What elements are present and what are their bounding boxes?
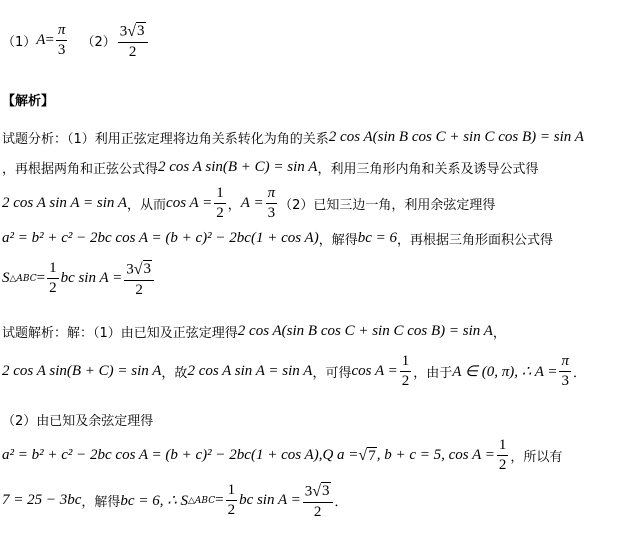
solution-line-4: a² = b² + c² − 2bc cos A = (b + c)² − 2bc(1 + cos A),Q a = √ 7 , b + c = 5, cos A = $\frac{1}{2}$ ，所以有 xyxy=(2,437,563,473)
answer-line: （1） A = $\frac{\pi}{3}$ （2） 3 √ 3 2 xyxy=(2,22,150,60)
analysis-heading: 【解析】 xyxy=(2,94,55,109)
analysis-line-1: 试题分析：（1）利用正弦定理将边角关系转化为角的关系 2 cos A(sin B cos C + sin C cos B) = sin A xyxy=(2,129,584,147)
solution-part2-heading: （2）由已知及余弦定理得 xyxy=(2,414,154,429)
part1-label: （1） xyxy=(2,35,37,51)
answer-fraction-pi-3: $\frac{\pi}{3}$ xyxy=(57,22,66,59)
analysis-line-4: a² = b² + c² − 2bc cos A = (b + c)² − 2bc(1 + cos A) ，解得 bc = 6 ，再根据三角形面积公式得 xyxy=(2,230,554,248)
solution-line-1: 试题解析：解：（1）由已知及正弦定理得 2 cos A(sin B cos C + sin C cos B) = sin A ， xyxy=(2,323,506,341)
fraction-one-half: $\frac{1}{2}$ xyxy=(216,185,224,221)
analysis-line-3: 2 cos A sin A = sin A ，从而 cos A = $\frac{1}{2}$ ， A = $\frac{\pi}{3}$ （2）已知三边一角，利用余弦定理得 xyxy=(2,185,496,221)
answer-A: A xyxy=(36,32,46,49)
solution-line-2: 2 cos A sin(B + C) = sin A ，故 2 cos A sin A = sin A ，可得 cos A = $\frac{1}{2}$ ，由于 A ∈ (0, π), ∴ A = $\frac{\pi}{3}$ ． xyxy=(2,353,587,389)
analysis-line-2: ，再根据两角和正弦公式得 2 cos A sin(B + C) = sin A ，利用三角形内角和关系及诱导公式得 xyxy=(2,159,539,177)
analysis-line-5: S △ABC = $\frac{1}{2}$ bc sin A = 3 √ 3 2 xyxy=(2,260,156,298)
part2-label: （2） xyxy=(81,35,116,51)
fraction-pi-3: $\frac{\pi}{3}$ xyxy=(267,185,276,221)
answer-fraction-3sqrt3-2: 3 √ 3 2 xyxy=(118,22,148,60)
solution-line-5: 7 = 25 − 3bc ，解得 bc = 6, ∴ S △ABC = $\frac{1}{2}$ bc sin A = 3 √ 3 2 ． xyxy=(2,482,348,520)
